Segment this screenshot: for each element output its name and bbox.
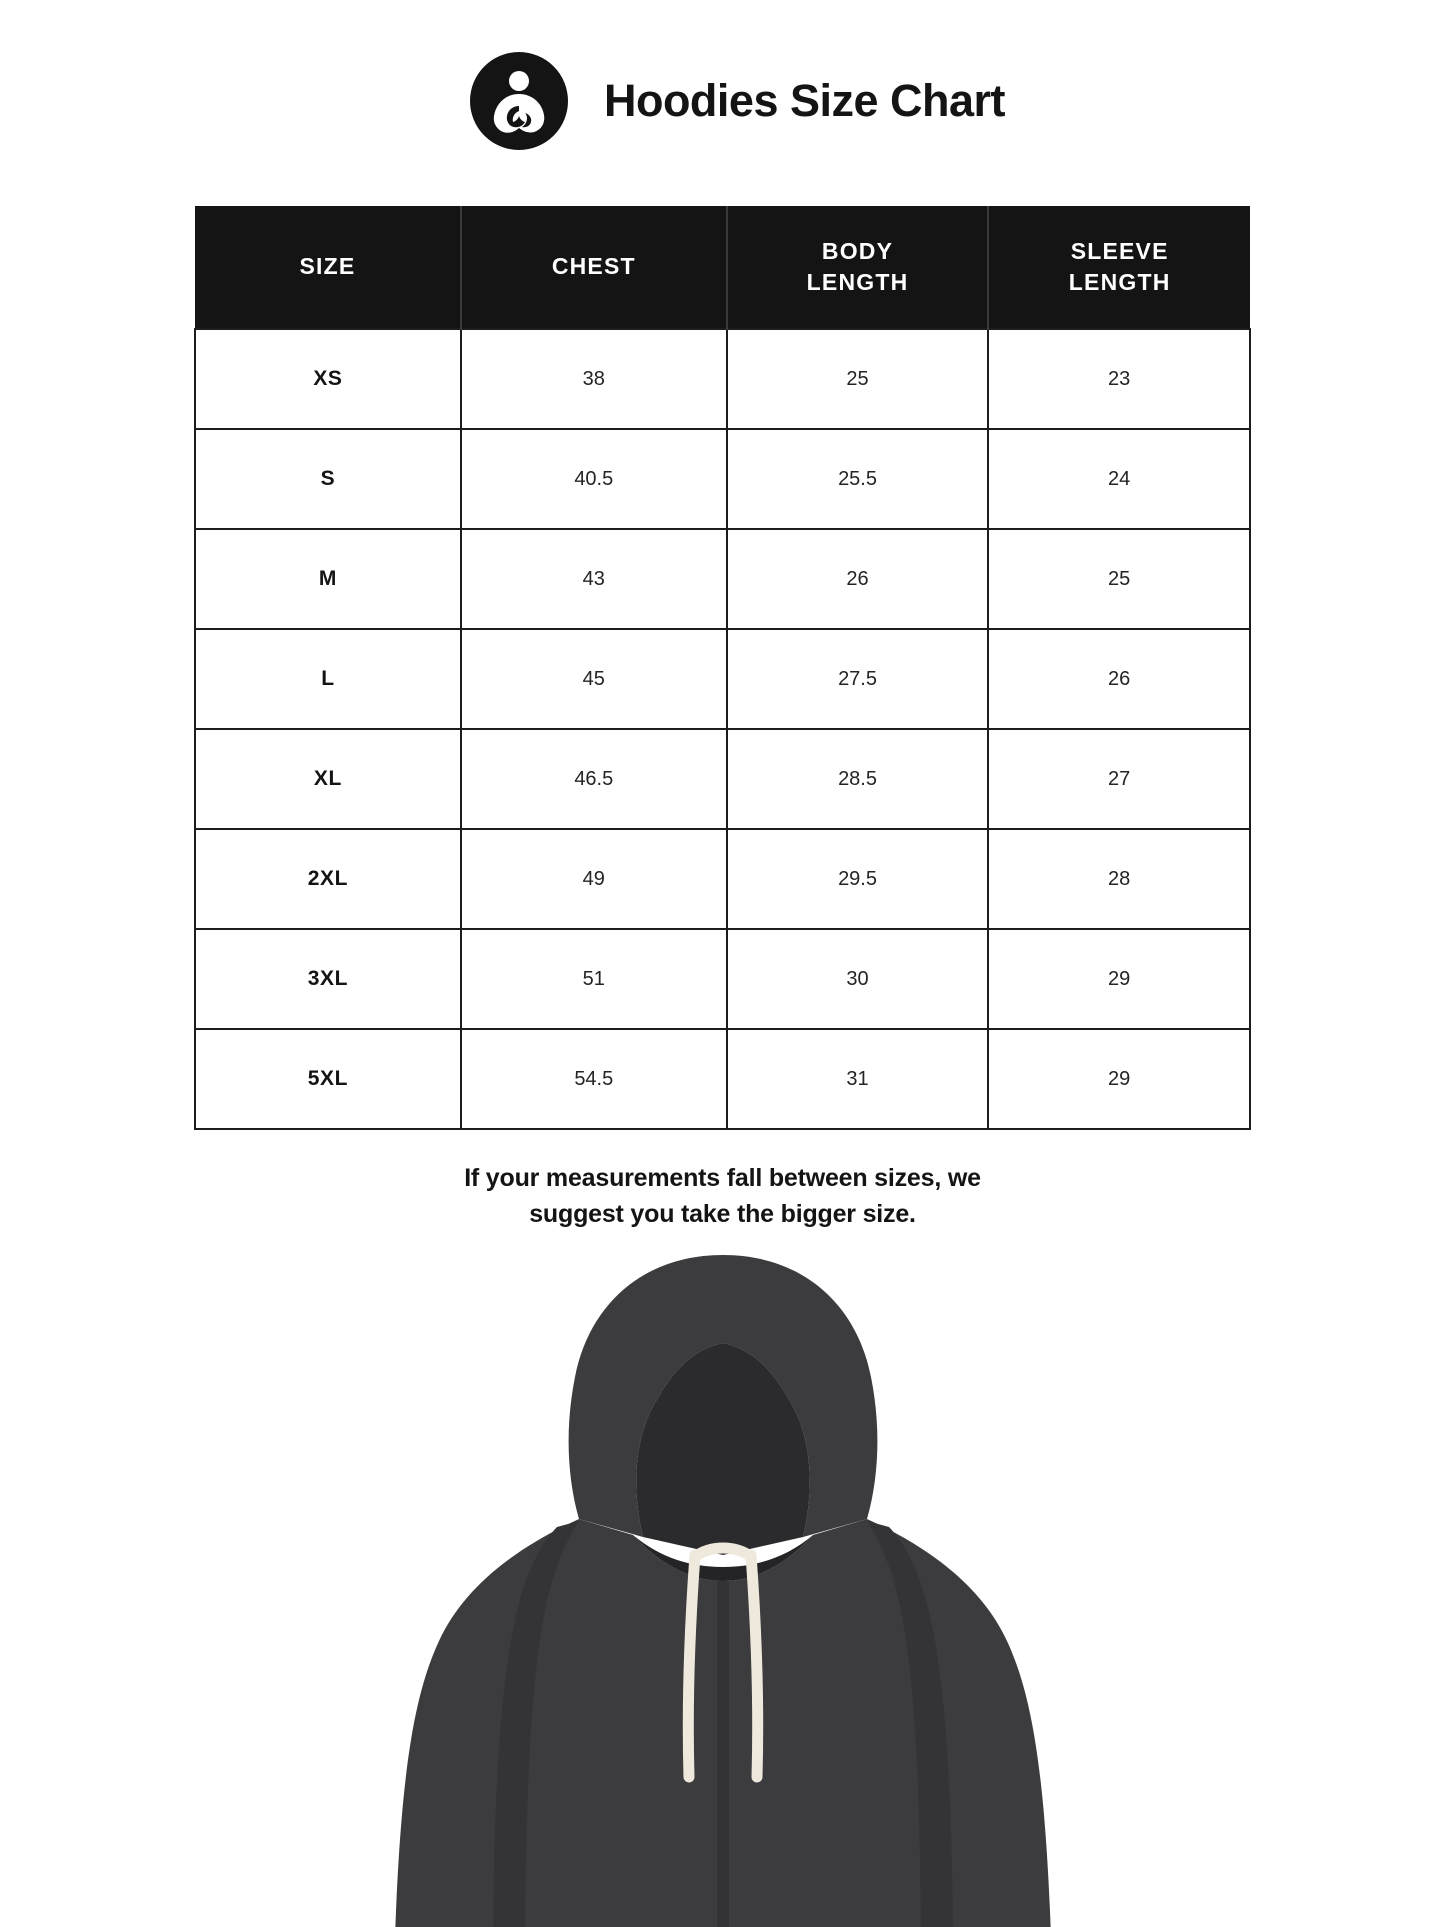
cell-body-length: 29.5 (727, 829, 989, 929)
size-chart-table-wrapper (194, 206, 1251, 1130)
cell-chest: 43 (461, 529, 727, 629)
cell-size: 3XL (195, 929, 461, 1029)
hoodie-illustration-area (0, 1227, 1445, 1927)
table-header-row (195, 206, 1250, 329)
cell-size: S (195, 429, 461, 529)
cell-size: XS (195, 329, 461, 429)
column-header-body-length-line2: LENGTH (806, 269, 909, 295)
cell-body-length: 31 (727, 1029, 989, 1129)
column-header-size-line1: SIZE (299, 253, 356, 280)
cell-body-length: 28.5 (727, 729, 989, 829)
column-header-chest-line1: CHEST (551, 253, 636, 280)
cell-size: 2XL (195, 829, 461, 929)
cell-size: XL (195, 729, 461, 829)
cell-body-length: 25.5 (727, 429, 989, 529)
cell-chest: 40.5 (461, 429, 727, 529)
cell-sleeve-length: 23 (988, 329, 1250, 429)
cell-chest: 46.5 (461, 729, 727, 829)
size-chart-table (194, 206, 1251, 1130)
table-row (195, 729, 1250, 829)
sizing-note (323, 1160, 1123, 1233)
cell-sleeve-length: 27 (988, 729, 1250, 829)
page-title: Hoodies Size Chart (603, 75, 1006, 126)
cell-sleeve-length: 29 (988, 1029, 1250, 1129)
cell-size: M (195, 529, 461, 629)
cell-body-length: 27.5 (727, 629, 989, 729)
column-header-sleeve-length-line2: LENGTH (1068, 269, 1171, 295)
center-placket (717, 1581, 729, 1927)
table-row (195, 529, 1250, 629)
cell-chest: 54.5 (461, 1029, 727, 1129)
cell-body-length: 30 (727, 929, 989, 1029)
drawstring-loop (695, 1548, 751, 1557)
dark-grey-hoodie-photo (343, 1237, 1103, 1927)
cell-size: L (195, 629, 461, 729)
logo-head-shape (509, 71, 529, 91)
table-row (195, 629, 1250, 729)
cell-size: 5XL (195, 1029, 461, 1129)
column-header-body-length (727, 206, 989, 329)
cell-sleeve-length: 28 (988, 829, 1250, 929)
cell-sleeve-length: 26 (988, 629, 1250, 729)
cell-sleeve-length: 24 (988, 429, 1250, 529)
table-row (195, 1029, 1250, 1129)
table-row (195, 829, 1250, 929)
table-row (195, 329, 1250, 429)
cell-chest: 49 (461, 829, 727, 929)
column-header-size (195, 206, 461, 329)
column-header-sleeve-length (988, 206, 1250, 329)
table-row (195, 429, 1250, 529)
column-header-body-length-line1: BODY (821, 237, 894, 264)
page-header (0, 0, 1445, 150)
table-body (195, 329, 1250, 1129)
logo-body-shape (492, 94, 546, 134)
cell-chest: 38 (461, 329, 727, 429)
cell-sleeve-length: 25 (988, 529, 1250, 629)
cell-body-length: 26 (727, 529, 989, 629)
sizing-note-line1: If your measurements fall between sizes, we (464, 1164, 981, 1192)
table-row (195, 929, 1250, 1029)
cell-chest: 45 (461, 629, 727, 729)
cell-chest: 51 (461, 929, 727, 1029)
sizing-note-line2: suggest you take the bigger size. (529, 1200, 916, 1229)
column-header-chest (461, 206, 727, 329)
cell-sleeve-length: 29 (988, 929, 1250, 1029)
person-in-circle-logo-icon (470, 52, 568, 150)
column-header-sleeve-length-line1: SLEEVE (1070, 237, 1169, 264)
cell-body-length: 25 (727, 329, 989, 429)
